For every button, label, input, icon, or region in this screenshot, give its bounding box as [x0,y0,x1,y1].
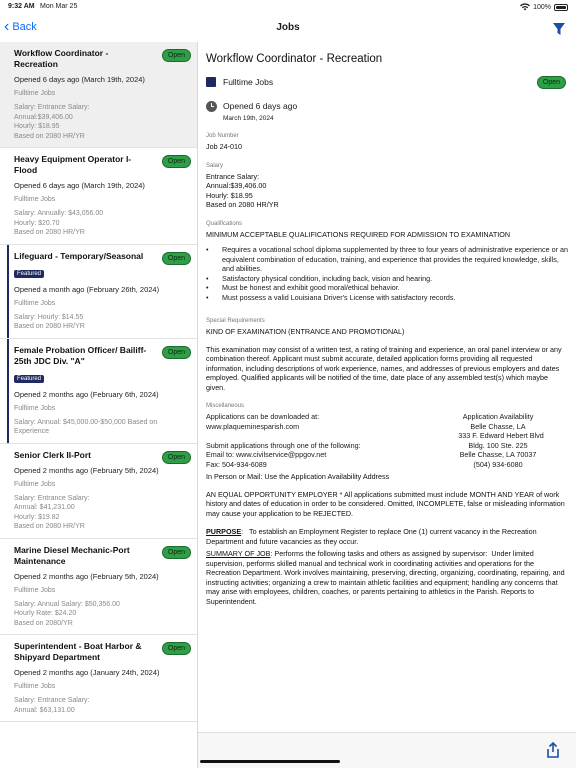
job-number-label: Job Number [206,133,239,139]
filter-icon[interactable] [552,22,566,36]
qualification-item: • Requires a vocational school diploma supplemented by three to four years of administrative experience or an equivalent combination of education, training, and experience that provides the required knowledge, skills, and abilities. [206,245,568,273]
featured-badge: Featured [14,270,44,278]
job-title: Senior Clerk II-Port [14,449,91,460]
summary-paragraph [206,549,568,606]
summary-label: SUMMARY OF JOB [206,549,271,558]
job-opened: Opened 6 days ago (March 19th, 2024) [14,75,145,84]
job-opened: Opened 6 days ago (March 19th, 2024) [14,181,145,190]
job-type: Fulltime Jobs [14,90,56,97]
status-time: 9:32 AM [8,3,35,10]
eoe-text: AN EQUAL OPPORTUNITY EMPLOYER * All applications submitted must include MONTH AND YEAR of work history and dates of education in order to be considered. Omitted, INCOMPLETE, false or misleading information may cause your application to be REJECTED. [206,489,567,518]
chevron-left-icon: ‹ [4,18,10,35]
special-requirements-label: Special Requirements [206,318,265,324]
job-salary: Salary: Annually: $43,056.00 Hourly: $20.70 Based on 2080 HR/YR [14,210,104,236]
job-list-item[interactable] [0,539,197,636]
wifi-icon [520,3,530,11]
job-title: Heavy Equipment Operator I-Flood [14,154,132,175]
job-list-item[interactable] [0,635,197,722]
job-list-item[interactable] [0,444,197,539]
job-list-item[interactable] [0,148,197,245]
job-type: Fulltime Jobs [14,683,56,690]
purpose-text: : To establish an Employment Register to replace One (1) current vacancy in the Recreation Department and future vacancies as they occur. [206,527,539,546]
job-salary: Salary: Hourly: $14.55 Based on 2080 HR/YR [14,313,85,330]
status-badge: Open [162,642,191,655]
job-type: Fulltime Jobs [14,299,56,307]
job-salary: Salary: Annual Salary: $50,356.00 Hourly Rate: $24.20 Based on 2080/YR [14,600,120,627]
misc-label: Miscellaneous [206,403,245,409]
home-indicator [200,760,340,763]
status-badge: Open [162,155,191,168]
job-salary: Salary: Entrance Salary: Annual: $41,231.00 Hourly: $19.82 Based on 2080 HR/YR [14,494,90,530]
job-number: Job 24-010 [206,142,242,151]
detail-title: Workflow Coordinator - Recreation [206,53,383,65]
battery-icon [554,4,568,11]
qualification-item: • Must possess a valid Louisiana Driver's License with satisfactory records. [206,292,456,302]
job-opened: Opened 2 months ago (February 6th, 2024) [14,389,159,399]
clock-icon [206,101,217,112]
status-date: Mon Mar 25 [40,3,78,10]
job-list-item[interactable] [0,42,197,148]
qualifications-list [206,245,568,302]
job-type: Fulltime Jobs [14,404,56,412]
nav-bar [0,14,576,42]
purpose-label: PURPOSE [206,527,242,536]
share-icon[interactable] [546,742,560,758]
detail-type: Fulltime Jobs [223,77,274,87]
job-title: Marine Diesel Mechanic-Port Maintenance [14,544,130,566]
job-type: Fulltime Jobs [14,586,56,594]
status-badge: Open [162,546,191,559]
qualification-item: • Must be honest and exhibit good moral/ethical behavior. [206,283,400,292]
special-text: This examination may consist of a written test, a rating of training and experience, an oral panel interview or any combination thereof. Applicant must submit accurate, detailed application forms providing all requested information, including descriptions of work experience, names, and addresses of previous employers and dates employed. Qualified applicants will be notified of the time, date place of any assembled test(s) which maybe given. [206,344,564,392]
battery-percent: 100% [533,3,551,11]
detail-type-row [206,75,568,89]
misc-columns [206,412,568,469]
page-title: Jobs [276,22,300,33]
qualifications-intro: MINIMUM ACCEPTABLE QUALIFICATIONS REQUIRED FOR ADMISSION TO EXAMINATION [206,229,511,239]
job-title: Workflow Coordinator - Recreation [14,48,109,69]
status-badge: Open [162,252,191,265]
job-type: Fulltime Jobs [14,196,56,203]
status-bar [0,0,576,14]
job-salary: Salary: Annual: $45,000.00-$50,000 Based on Experience [14,418,160,435]
detail-opened-date: March 19th, 2024 [223,115,274,122]
salary-text: Entrance Salary: Annual:$39,406.00 Hourly: $18.95 Based on 2080 HR/YR [206,171,279,209]
job-title: Superintendent - Boat Harbor & Shipyard Department [14,641,142,662]
status-badge: Open [162,49,191,62]
job-list-item[interactable] [0,339,197,444]
status-badge: Open [162,346,191,359]
back-label: Back [12,20,37,33]
misc-left: Applications can be downloaded at: www.plaqueminesparish.com Submit applications through one of the following: Email to: www.civilservice@ppgov.net Fax: 504-934-6089 [206,412,361,469]
job-salary: Salary: Entrance Salary: Annual:$39,406.00 Hourly: $18.95 Based on 2080 HR/YR [14,104,90,140]
job-salary: Salary: Entrance Salary: Annual: $63,131.00 [14,697,90,714]
job-type: Fulltime Jobs [14,480,56,488]
job-opened: Opened 2 months ago (February 5th, 2024) [14,465,159,475]
status-right [520,3,568,11]
job-detail [206,42,568,732]
qualifications-label: Qualifications [206,220,243,227]
job-list [0,42,198,768]
purpose-paragraph [206,527,568,546]
misc-inperson: In Person or Mail: Use the Application Availability Address [206,472,390,481]
featured-badge: Featured [14,375,44,383]
misc-right: Application Availability Belle Chasse, LA 333 F. Edward Hebert Blvd Bldg. 100 Ste. 225 Belle Chasse, LA 70037 (504) 934-6080 [458,412,544,469]
job-list-item[interactable] [0,245,197,339]
qualification-item: • Satisfactory physical condition, including back, vision and hearing. [206,273,433,283]
status-badge: Open [162,451,191,464]
job-opened: Opened a month ago (February 26th, 2024) [14,284,160,294]
detail-opened: Opened 6 days ago [223,101,298,111]
detail-opened-row [206,99,568,113]
summary-text: : Performs the following tasks and others as assigned by supervisor: Under limited supervision, performs skilled manual and technical work in coordinating activities and operations for the Recreation Department. Work involves maintaining, preserving, directing, organizing, coordinating, repairing, and instructing activities; organizing a crew to maintain athletic facilities and equipment; handling any concerns that may arise with employees, children, coaches, or parents pertaining to athletics in the Parish. Reports to Superintendent. [206,549,567,606]
detail-status-badge: Open [537,76,566,89]
job-title: Lifeguard - Temporary/Seasonal [14,250,144,261]
job-title: Female Probation Officer/ Bailiff-25th JDC Div. "A" [14,344,147,366]
job-opened: Opened 2 months ago (January 24th, 2024) [14,668,160,677]
job-opened: Opened 2 months ago (February 5th, 2024) [14,571,159,581]
category-square-icon [206,77,216,87]
salary-label: Salary [206,162,224,169]
special-heading: KIND OF EXAMINATION (ENTRANCE AND PROMOTIONAL) [206,327,405,336]
